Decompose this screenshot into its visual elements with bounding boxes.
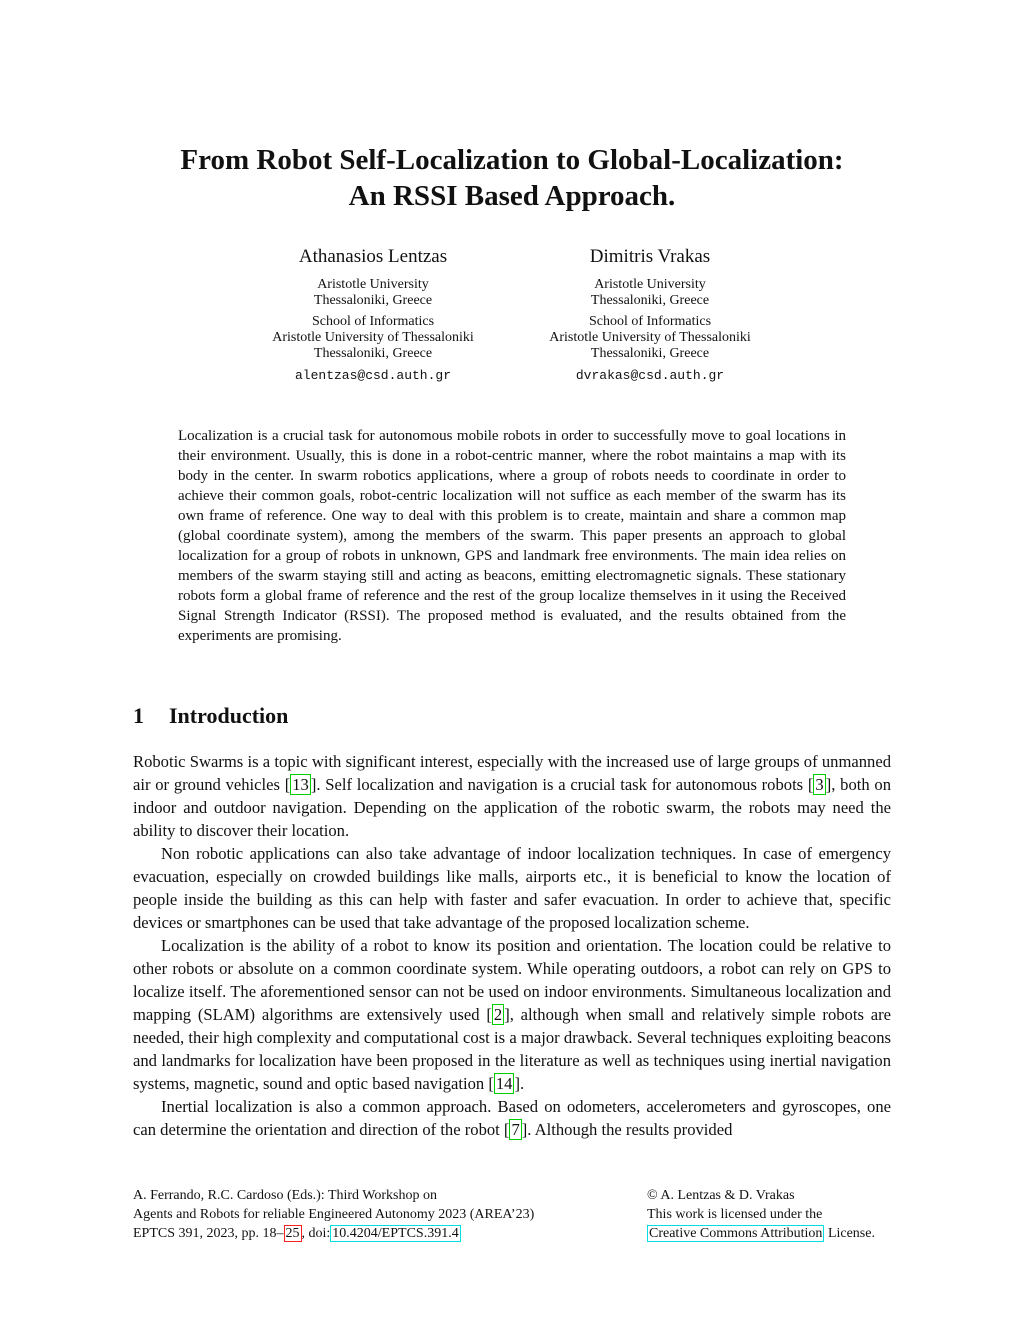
citation-link[interactable]: 3	[815, 775, 824, 794]
section-heading	[133, 703, 288, 729]
footer-line	[133, 1225, 461, 1242]
text-run: ], although when small and relatively simple robots are needed, their high complexity and computational cost is a major drawback. Several techniques exploiting beacons and landmarks for localization have been proposed in the literature as well as techniques using inertial navigation systems, magnetic, sound and optic based navigation [	[133, 1005, 891, 1093]
affiliation-line: Thessaloniki, Greece	[313, 346, 433, 361]
author-email[interactable]: alentzas@csd.auth.gr	[294, 368, 452, 383]
footer-license	[647, 1186, 875, 1243]
section-title: Introduction	[169, 703, 289, 728]
section-number: 1	[133, 703, 144, 728]
affiliation-line: Thessaloniki, Greece	[590, 346, 710, 361]
affiliation-line: Aristotle University	[317, 277, 429, 292]
text-run: License.	[824, 1226, 875, 1241]
author-name: Athanasios Lentzas	[298, 246, 448, 267]
text-run: EPTCS 391, 2023, pp. 18–	[133, 1226, 284, 1241]
text-run: , doi:	[301, 1226, 331, 1241]
footer-citation	[133, 1186, 534, 1243]
title-line-2: An RSSI Based Approach.	[348, 180, 676, 212]
affiliation-line: School of Informatics	[588, 314, 712, 329]
author-block-2	[500, 245, 800, 384]
citation-link[interactable]: 13	[292, 775, 309, 794]
paragraph	[133, 750, 891, 842]
footer-line	[647, 1225, 875, 1242]
page-link[interactable]: 25	[285, 1226, 300, 1241]
paper-title	[0, 142, 1024, 214]
text-run: Localization is the ability of a robot to know its position and orientation. The location could be relative to other robots or absolute on a common coordinate system. While operating outdoors, a robot can rely on GPS to localize itself. The aforementioned sensor can not be used on indoor environments. Simultaneous localization and mapping (SLAM) algorithms are extensively used [	[133, 936, 891, 1024]
paragraph: Non robotic applications can also take advantage of indoor localization techniques. In case of emergency evacuation, especially on crowded buildings like malls, airports etc., it is beneficial to know the location of people inside the building as this can help with faster and safer evacuation. In order to achieve that, specific devices or smartphones can be used that take advantage of the proposed localization scheme.	[133, 844, 891, 932]
footer-line: Agents and Robots for reliable Engineered Autonomy 2023 (AREA’23)	[133, 1207, 535, 1222]
text-run: Inertial localization is also a common approach. Based on odometers, accelerometers and gyroscopes, one can determine the orientation and direction of the robot [	[133, 1097, 891, 1139]
text-run: ]. Although the results provided	[521, 1120, 733, 1139]
citation-link[interactable]: 14	[495, 1074, 513, 1093]
paragraph	[133, 934, 891, 1095]
affiliation-line: Aristotle University	[594, 277, 706, 292]
license-link[interactable]: Creative Commons Attribution	[649, 1226, 823, 1241]
abstract	[178, 426, 846, 646]
affiliation-line: Thessaloniki, Greece	[313, 293, 433, 308]
affiliation-line: Thessaloniki, Greece	[590, 293, 710, 308]
paragraph	[133, 1095, 891, 1141]
footer-line: A. Ferrando, R.C. Cardoso (Eds.): Third Workshop on	[133, 1188, 438, 1203]
affiliation-line: Aristotle University of Thessaloniki	[549, 330, 751, 345]
affiliation-line: School of Informatics	[311, 314, 435, 329]
citation-link[interactable]: 2	[493, 1005, 503, 1024]
citation-link[interactable]: 7	[511, 1120, 520, 1139]
body-text	[133, 750, 891, 1141]
affiliation-line: Aristotle University of Thessaloniki	[272, 330, 474, 345]
author-email[interactable]: dvrakas@csd.auth.gr	[575, 368, 725, 383]
author-block-1	[223, 245, 523, 384]
text-run: Robotic Swarms is a topic with significant interest, especially with the increased use of large groups of unmanned air or ground vehicles [	[133, 752, 891, 794]
author-name: Dimitris Vrakas	[589, 246, 711, 267]
abstract-text: Localization is a crucial task for autonomous mobile robots in order to successfully move to goal locations in their environment. Usually, this is done in a robot-centric manner, where the robot maintains a map with its body in the center. In swarm robotics applications, where a group of robots needs to coordinate in order to achieve their common goals, robot-centric localization will not suffice as each member of the swarm has its own frame of reference. One way to deal with this problem is to create, maintain and share a common map (global coordinate system), among the members of the swarm. This paper presents an approach to global localization for a group of robots in unknown, GPS and landmark free environments. The main idea relies on members of the swarm staying still and acting as beacons, emitting electromagnetic signals. These stationary robots form a global frame of reference and the rest of the group localize themselves in it using the Received Signal Strength Indicator (RSSI). The proposed method is evaluated, and the results obtained from the experiments are promising.	[178, 428, 846, 644]
text-run: ], both on indoor and outdoor navigation. Depending on the application of the robotic swarm, the robots may need the ability to discover their location.	[133, 775, 891, 840]
text-run: ]. Self localization and navigation is a crucial task for autonomous robots [	[310, 775, 814, 794]
text-run: ].	[514, 1074, 525, 1093]
copyright-line: © A. Lentzas & D. Vrakas	[647, 1188, 795, 1203]
title-line-1: From Robot Self-Localization to Global-Localization:	[180, 144, 844, 176]
license-line: This work is licensed under the	[647, 1207, 823, 1222]
doi-link[interactable]: 10.4204/EPTCS.391.4	[332, 1226, 459, 1241]
